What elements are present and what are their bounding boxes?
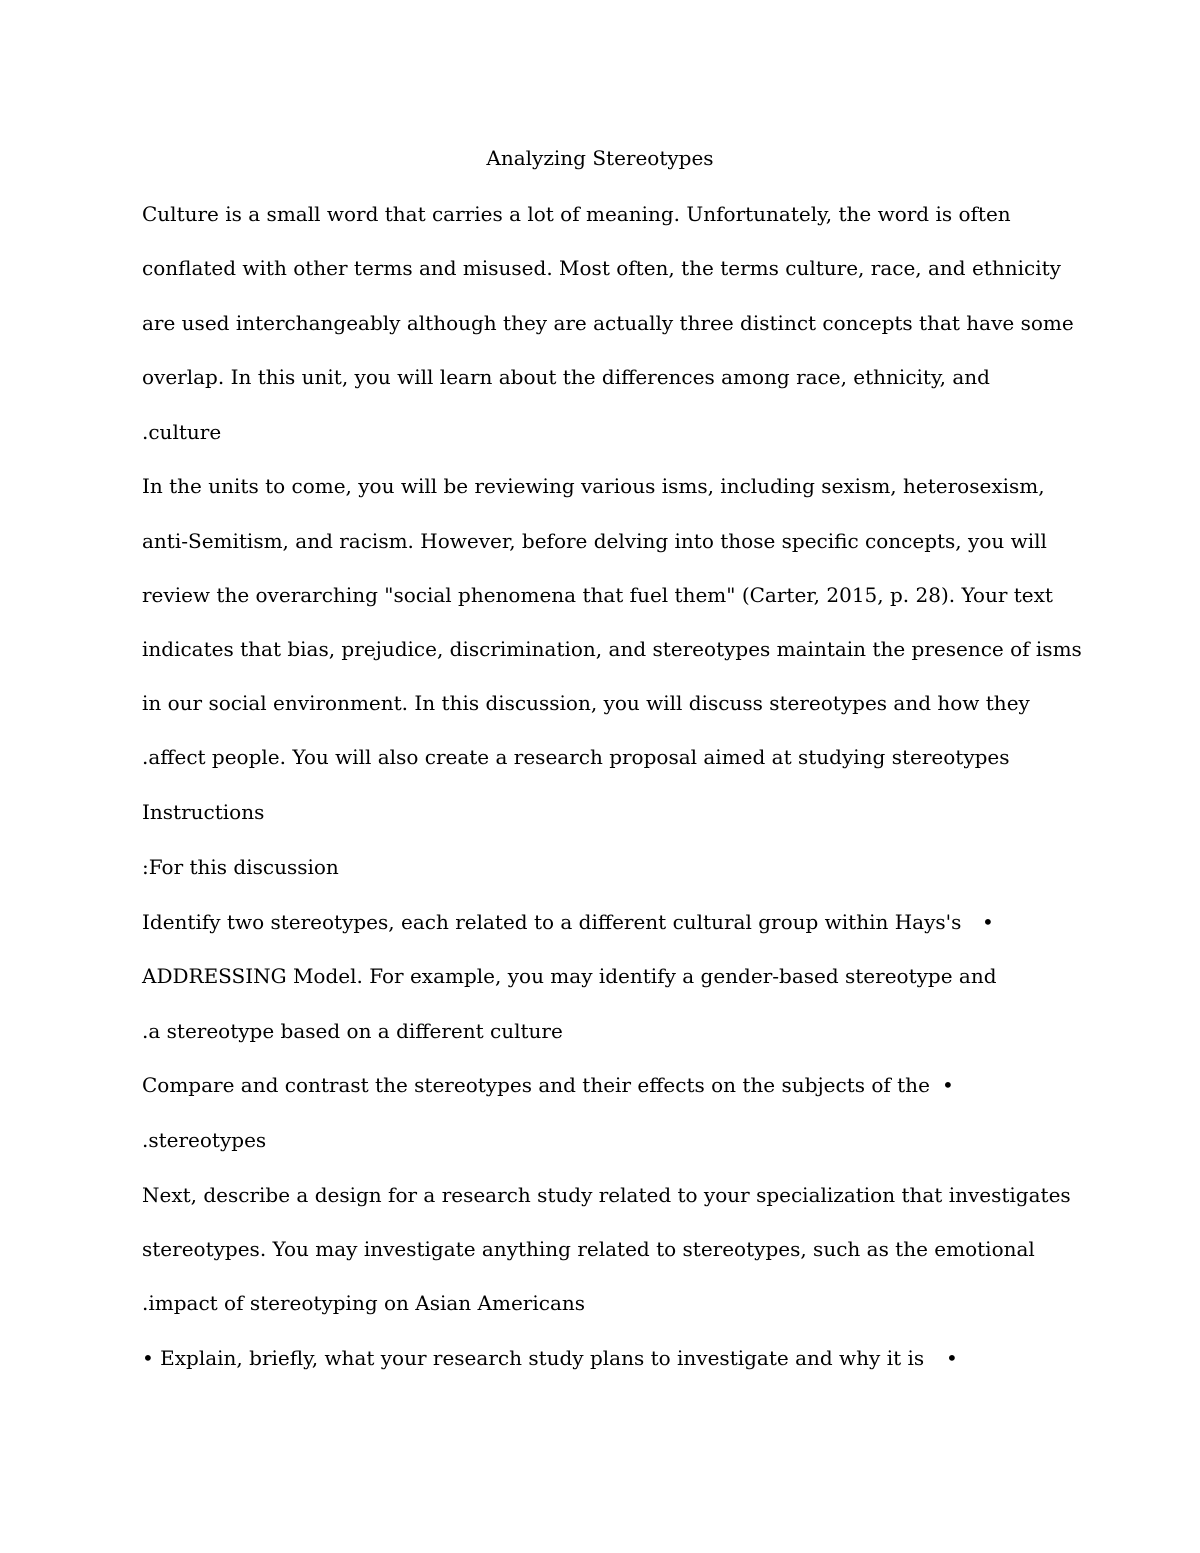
bullet-item-line: .stereotypes [142, 1128, 267, 1152]
paragraph-line: conflated with other terms and misused. Most often, the terms culture, race, and ethnicity [142, 256, 1061, 280]
bullet-item-line: • Explain, briefly, what your research study plans to investigate and why it is [142, 1346, 925, 1370]
paragraph-line: anti-Semitism, and racism. However, before delving into those specific concepts, you will [142, 529, 1047, 553]
paragraph-line: :For this discussion [142, 855, 339, 879]
bullet-item-line: .a stereotype based on a different culture [142, 1019, 563, 1043]
paragraph-line: overlap. In this unit, you will learn about the differences among race, ethnicity, and [142, 365, 990, 389]
bullet-icon: • [942, 1073, 954, 1097]
paragraph-line: In the units to come, you will be reviewing various isms, including sexism, heterosexism, [142, 474, 1045, 498]
paragraph-line: are used interchangeably although they are actually three distinct concepts that have some [142, 311, 1074, 335]
section-heading-instructions: Instructions [142, 800, 265, 824]
paragraph-line: indicates that bias, prejudice, discrimination, and stereotypes maintain the presence of isms [142, 637, 1082, 661]
bullet-icon: • [982, 910, 994, 934]
paragraph-line: .impact of stereotyping on Asian Americans [142, 1291, 586, 1315]
paragraph-line: review the overarching "social phenomena that fuel them" (Carter, 2015, p. 28). Your text [142, 583, 1053, 607]
bullet-item-line: Identify two stereotypes, each related to a different cultural group within Hays's [142, 910, 962, 934]
paragraph-line: in our social environment. In this discussion, you will discuss stereotypes and how they [142, 691, 1030, 715]
bullet-item-line: ADDRESSING Model. For example, you may identify a gender-based stereotype and [142, 964, 997, 988]
document-title: Analyzing Stereotypes [486, 146, 714, 170]
paragraph-line: .affect people. You will also create a research proposal aimed at studying stereotypes [142, 745, 1010, 769]
bullet-icon: • [946, 1346, 958, 1370]
bullet-item-line: Compare and contrast the stereotypes and their effects on the subjects of the [142, 1073, 930, 1097]
paragraph-line: .culture [142, 420, 222, 444]
paragraph-line: Next, describe a design for a research study related to your specialization that investigates [142, 1183, 1071, 1207]
paragraph-line: Culture is a small word that carries a lot of meaning. Unfortunately, the word is often [142, 202, 1011, 226]
paragraph-line: stereotypes. You may investigate anything related to stereotypes, such as the emotional [142, 1237, 1035, 1261]
